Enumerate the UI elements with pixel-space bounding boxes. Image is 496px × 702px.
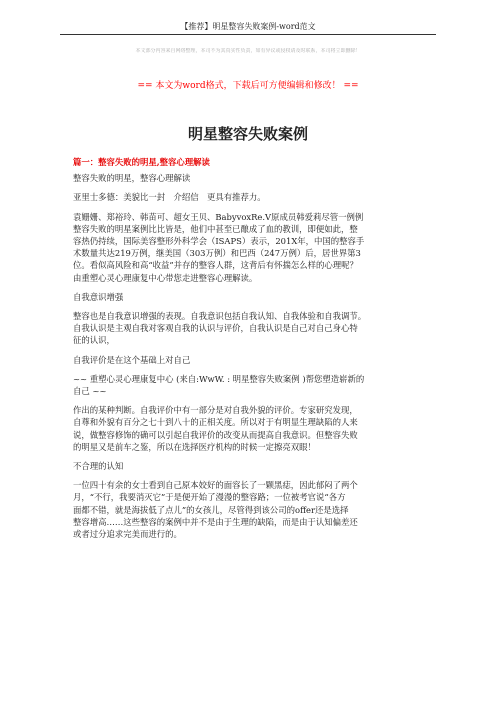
text-line: 自我认识是主观自我对客观自我的认识与评价，自我认识是自己对自己身心特: [73, 323, 358, 334]
text-line: ~~ 重塑心灵心理康复中心 (来自:WwW. : 明星整容失败案例 )帮您塑造崭新的: [73, 373, 365, 384]
text-line: 容热仍持续，国际美容整形外科学会（ISAPS）表示，201X年，中国的整容手: [73, 236, 365, 247]
text-line: 自尊和外貌有百分之七十到八十的正相关度。所以对于有明显生理缺陷的人来: [73, 417, 358, 428]
text-line: 作出的某种判断。自我评价中有一部分是对自我外貌的评价。专家研究发现，: [73, 405, 358, 416]
format-banner: == 本文为word格式，下载后可方便编辑和修改！ ==: [137, 81, 359, 91]
text-line: 月，“不行，我要消灭它”于是便开始了漫漫的整容路；一位被考官说“各方: [73, 492, 346, 503]
copyright-notice: 本文部分内容来自网络整理，本司不为其真实性负责，如有异议或侵权请及时联系，本司将立即删除！: [135, 48, 361, 54]
paragraph: [73, 310, 433, 347]
paragraph: 整容失败的明星，整容心理解读: [73, 173, 191, 184]
paragraph: [73, 373, 433, 397]
document-title: 明星整容失败案例: [187, 125, 308, 143]
text-line: 袁姗姗、郑裕玲、韩苗可、超女王贝、BabyvoxRe.V原成员韩爱莉尽管一例例: [73, 211, 364, 222]
text-line: 面都不错，就是海拔低了点儿”的女孩儿，尽管得到该公司的offer还是选择: [73, 504, 349, 515]
paragraph: 亚里士多德：美貌比一封 介绍信 更具有推荐力。: [73, 192, 266, 203]
text-line: 整容失败的明星案例比比皆是，他们中甚至已酿成了血的教训，即便如此，整: [73, 223, 358, 234]
text-line: 或者过分追求完美而进行的。: [73, 529, 182, 540]
document-body: [73, 156, 433, 540]
text-line: 由重塑心灵心理康复中心带您走进整容心理解读。: [73, 272, 258, 283]
text-line: 术数量共达219万例，继美国（303万例）和巴西（247万例）后，居世界第3: [73, 248, 361, 259]
text-line: 整容增高……这些整容的案例中并不是由于生理的缺陷，而是由于认知偏差还: [73, 516, 358, 527]
text-line: 位。看似高风险和高“收益”并存的整容人群，这背后有怀揣怎么样的心理呢？: [73, 260, 358, 271]
paragraph: [73, 479, 433, 540]
text-line: 征的认识，: [73, 335, 115, 346]
page-header: 【推荐】明星整容失败案例-word范文: [60, 22, 436, 35]
paragraph: [73, 211, 433, 284]
text-line: 的明星又是前车之鉴，所以在选择医疗机构的时候一定擦亮双眼！: [73, 441, 316, 452]
section-heading: 篇一：整容失败的明星,整容心理解读: [73, 157, 210, 167]
paragraph: 自我意识增强: [73, 291, 124, 302]
text-line: 整容也是自我意识增强的表现。自我意识包括自我认知、自我体验和自我调节。: [73, 311, 367, 322]
paragraph: 不合理的认知: [73, 461, 124, 472]
paragraph: [73, 404, 433, 453]
text-line: 说，做整容修饰的确可以引起自我评价的改变从而提高自我意识。但整容失败: [73, 429, 358, 440]
paragraph: 自我评价是在这个基础上对自己: [73, 354, 191, 365]
text-line: 自己 ~~: [73, 386, 107, 397]
text-line: 一位四十有余的女士看到自己原本姣好的面容长了一颗黑痣，因此郁闷了两个: [73, 480, 358, 491]
